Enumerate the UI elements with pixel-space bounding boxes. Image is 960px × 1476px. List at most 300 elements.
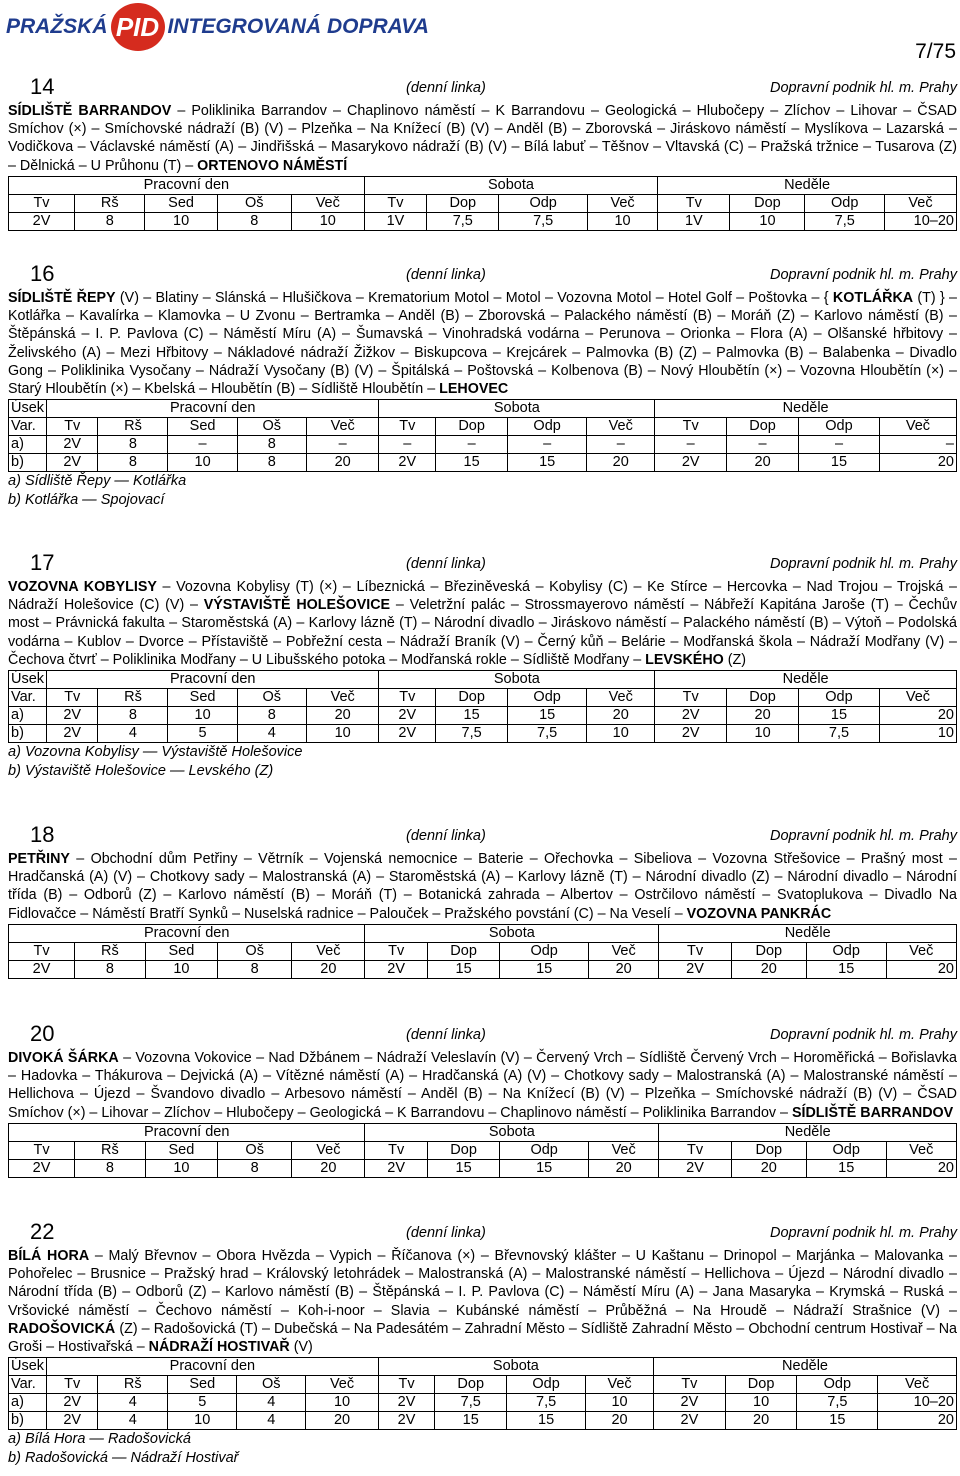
variant-note-separator: — [165,762,189,779]
interval-value: – [306,436,379,454]
column-header: Odp [508,689,587,707]
column-header: Tv [378,1376,435,1394]
interval-value: 10 [730,212,805,230]
interval-value: 7,5 [507,1394,586,1412]
line-operator: Dopravní podnik hl. m. Prahy [770,556,957,572]
group-header-row [9,176,957,194]
line-header [8,822,957,848]
interval-value: 15 [797,1412,878,1430]
interval-value: 2V [9,960,75,978]
variant-note-to: Kotlářka [132,473,187,490]
line-header [8,550,957,576]
group-saturday: Sobota [378,1358,653,1376]
interval-value: 20 [306,707,379,725]
group-workday: Pracovní den [47,400,379,418]
var-label: Var. [9,689,47,707]
line-number: 16 [30,261,55,286]
route-description [8,1247,957,1356]
column-header-row [9,942,957,960]
interval-value: 2V [654,1394,726,1412]
column-header: Tv [658,194,730,212]
interval-value: 15 [799,454,880,472]
column-header: Tv [655,689,727,707]
group-header-row [9,400,957,418]
column-header: Tv [379,689,436,707]
interval-value: 15 [500,960,589,978]
logo-mark: PID [111,3,165,51]
line-number: 17 [30,550,55,575]
column-header: Več [292,1141,365,1159]
route-description [8,850,957,923]
variant-note [8,743,957,762]
timetable-intervals [8,1123,957,1178]
column-header: Dop [727,418,799,436]
route-stops: (Z) [723,651,747,668]
interval-value: 20 [306,1412,378,1430]
group-workday: Pracovní den [47,1358,379,1376]
interval-value: 10 [306,1394,378,1412]
variant-note-from: Radošovická [24,1449,108,1466]
line-type: (denní linka) [406,556,486,572]
variant-label: a) [9,436,47,454]
column-header: Oš [237,1376,306,1394]
interval-value: 15 [806,1159,886,1177]
column-header: Več [306,1376,378,1394]
var-label: Var. [9,1376,47,1394]
interval-value: – [587,436,655,454]
interval-value: 20 [586,1412,654,1430]
column-header: Več [886,942,956,960]
interval-value: 20 [292,1159,365,1177]
group-workday: Pracovní den [9,924,365,942]
variant-note-from: Výstaviště Holešovice [24,762,166,779]
column-header: Odp [805,194,885,212]
line-type: (denní linka) [406,828,486,844]
line-section [8,822,957,979]
interval-value: 20 [731,1159,806,1177]
column-header: Tv [365,942,428,960]
interval-value: 8 [75,960,146,978]
column-header: Rš [98,418,168,436]
column-header: Več [878,1376,957,1394]
route-stops: (Z) – Radošovická (T) – Dubečská – Na Padesátém – Zahradní Město – Sídliště Zahradní Město – Obchodní centrum Hostivař – Na Groši – Hostivařská – [8,1320,957,1356]
logo-text-left: PRAŽSKÁ [6,15,108,38]
column-header: Tv [654,1376,726,1394]
variant-note-label: b) [8,1449,21,1466]
column-header: Oš [217,194,291,212]
terminus-stop: SÍDLIŠTĚ BARRANDOV [8,103,172,119]
route-stops: (V) – Blatiny – Slánská – Hlušičkova – Krematorium Motol – Motol – Vozovna Motol – Hotel Golf – Poštovka – { [115,290,833,306]
variant-note-separator: — [110,473,133,490]
group-sunday: Neděle [654,1358,957,1376]
column-header: Več [587,194,657,212]
interval-value: 15 [436,707,508,725]
interval-value: – [168,436,237,454]
interval-value: 15 [806,960,886,978]
usek-label: Úsek [9,400,47,418]
interval-value: 15 [436,454,508,472]
terminus-stop: SÍDLIŠTĚ ŘEPY [8,290,116,306]
column-header-row [9,1141,957,1159]
timetable-intervals [8,670,957,743]
variant-note-from: Vozovna Kobylisy [24,744,139,761]
variant-note [8,1430,957,1449]
interval-value: 5 [168,725,237,743]
variant-note [8,1449,957,1468]
variant-note-separator: — [85,1431,108,1448]
line-number: 20 [30,1021,55,1046]
interval-value: 15 [799,707,880,725]
column-header: Dop [727,689,799,707]
interval-value: 2V [47,454,98,472]
terminus-stop: VOZOVNA KOBYLISY [8,579,157,595]
terminus-stop: VÝSTAVIŠTĚ HOLEŠOVICE [203,597,391,614]
line-header [8,74,957,100]
column-header: Rš [75,942,146,960]
line-operator: Dopravní podnik hl. m. Prahy [770,1225,957,1241]
interval-value: – [727,436,799,454]
variant-note [8,762,957,781]
line-number: 22 [30,1219,55,1244]
variant-note-separator: — [138,744,162,761]
interval-value: 8 [237,436,306,454]
interval-value: 8 [98,707,168,725]
column-header: Dop [427,1141,499,1159]
interval-value: – [436,436,508,454]
line-type: (denní linka) [406,1027,486,1043]
interval-value: 8 [237,454,306,472]
column-header: Odp [508,418,587,436]
interval-value: 4 [237,1394,306,1412]
interval-value: – [879,436,956,454]
interval-value: 20 [588,960,658,978]
interval-value: 20 [587,454,655,472]
terminus-stop: VOZOVNA PANKRÁC [686,905,832,922]
interval-value: 2V [47,725,98,743]
interval-row [9,436,957,454]
group-saturday: Sobota [379,400,655,418]
column-header: Tv [9,194,75,212]
interval-value: 10 [145,212,217,230]
interval-value: 8 [217,212,291,230]
column-header: Dop [436,418,508,436]
interval-row [9,454,957,472]
variant-note-to: Nádraží Hostivař [130,1449,239,1466]
column-header: Tv [379,418,436,436]
interval-row [9,1394,957,1412]
route-description [8,289,957,398]
interval-value: 15 [500,1159,589,1177]
variant-note [8,491,957,510]
terminus-stop: DIVOKÁ ŠÁRKA [8,1050,119,1066]
interval-row [9,1412,957,1430]
interval-value: 2V [659,960,731,978]
interval-value: 10 [168,1412,237,1430]
usek-label: Úsek [9,1358,47,1376]
route-stops: – Obchodní dům Petřiny – Větrník – Vojenská nemocnice – Baterie – Ořechovka – Sibeliova – Vozovna Střešovice – Prašný most – Hradčanská (A) (V) – Chotkovy sady – Malostranská (A) – Staroměstská (A) – Karlovy lázně (T) – Národní divadlo (Z) – Národní divadlo – Národní třída (B) – Odborů (Z) – Karlovo náměstí (B) – Moráň (T) – Botanická zahrada – Albertov – Ostrčilovo náměstí – Svatoplukova – Divadlo Na Fidlovačce – Náměstí Bratří Synků – Nuselská radnice – Palouček – Pražského povstání (C) – Na Veselí – [8,851,957,922]
interval-value: 10 [587,212,657,230]
route-stops: – Vozovna Kobylisy (T) (×) – Líbeznická – Březiněveská – Kobylisy (C) – Ke Stírce – Hercovka – Nad Trojou – Trojská – Nádraží Holešovice (C) (V) – [8,579,957,614]
column-header: Sed [145,194,217,212]
column-header: Več [587,689,655,707]
terminus-stop: RADOŠOVICKÁ [8,1320,116,1337]
interval-value: 8 [218,1159,292,1177]
interval-value: 10 [879,725,956,743]
interval-value: 4 [98,725,168,743]
column-header: Odp [806,942,886,960]
column-header: Tv [364,194,426,212]
interval-value: 5 [168,1394,237,1412]
column-header-row [9,689,957,707]
variant-note-label: a) [8,473,21,490]
variant-note-to: Radošovická [107,1431,191,1448]
terminus-stop: PETŘINY [8,851,70,867]
line-header [8,261,957,287]
column-header: Sed [168,418,237,436]
interval-value: 20 [879,707,956,725]
interval-value: 20 [588,1159,658,1177]
interval-value: 10 [145,960,217,978]
route-stops: – Veletržní palác – Strossmayerovo náměstí – Nábřeží Kapitána Jaroše (T) – Čechův most – Právnická fakulta – Staroměstská (A) – Karlovy lázně (T) – Národní divadlo – Jiráskovo náměstí – Palackého náměstí (B) – Výtoň – Podolská vodárna – Kublov – Dvorce – Přístaviště – Pobřežní cesta – Nádraží Braník (V) – Černý kůň – Belárie – Modřanská škola – Nádraží Modřany (V) – Čechova čtvrť – Poliklinika Modřany – U Libušského potoka – Modřanská rokle – Sídliště Modřany – [8,597,957,668]
route-stops: – Vozovna Vokovice – Nad Džbánem – Nádraží Veleslavín (V) – Červený Vrch – Sídliště Červený Vrch – Horoměřická – Bořislavka – Hadovka – Thákurova – Dejvická (A) – Vítězné náměstí (A) – Hradčanská (A) (V) – Chotkovy sady – Malostranská (A) – Malostranské náměstí – Hellichova – Újezd – Švandovo divadlo – Arbesovo náměstí – Anděl (B) – Na Knížecí (B) (V) – Plzeňka – Smíchovské nádraží (B) (V) – ČSAD Smíchov (×) – Lihovar – Zlíchov – Hlubočepy – Geologická – K Barrandovu – Chaplinovo náměstí – Poliklinika Barrandov – [8,1050,957,1121]
column-header: Rš [98,1376,168,1394]
column-header: Dop [427,194,499,212]
group-workday: Pracovní den [47,671,379,689]
interval-value: 10 [168,707,237,725]
terminus-stop: LEVSKÉHO [645,651,724,668]
interval-value: 7,5 [499,212,588,230]
terminus-stop: SÍDLIŠTĚ BARRANDOV [791,1104,954,1121]
interval-value: 10 [306,725,379,743]
column-header: Več [879,418,956,436]
interval-value: 20 [731,960,806,978]
column-header: Sed [145,942,217,960]
interval-value: – [508,436,587,454]
column-header: Več [306,689,379,707]
group-sunday: Neděle [655,671,957,689]
group-header-row [9,671,957,689]
line-section [8,550,957,780]
interval-value: 2V [655,707,727,725]
interval-value: 2V [378,1394,435,1412]
line-section [8,1219,957,1467]
variant-note-label: b) [8,762,21,779]
column-header: Tv [47,689,98,707]
group-sunday: Neděle [658,176,957,194]
line-operator: Dopravní podnik hl. m. Prahy [770,828,957,844]
column-header: Tv [655,418,727,436]
interval-value: 20 [886,960,956,978]
column-header: Dop [725,1376,797,1394]
route-stops: (V) [289,1339,313,1356]
route-description [8,1049,957,1122]
interval-value: 2V [47,436,98,454]
interval-row [9,212,957,230]
interval-value: 2V [365,1159,428,1177]
interval-value: 2V [365,960,428,978]
column-header: Dop [731,942,806,960]
group-workday: Pracovní den [9,1123,365,1141]
line-header [8,1219,957,1245]
column-header: Več [587,418,655,436]
interval-value: – [655,436,727,454]
interval-value: 10 [145,1159,217,1177]
interval-row [9,707,957,725]
interval-row [9,1159,957,1177]
interval-value: 4 [237,725,306,743]
column-header: Sed [168,1376,237,1394]
interval-value: 2V [659,1159,731,1177]
column-header: Tv [9,1141,75,1159]
column-header: Dop [427,942,499,960]
interval-value: 4 [98,1412,168,1430]
column-header: Več [588,1141,658,1159]
variant-note-separator: — [107,1449,131,1466]
interval-value: 2V [378,1412,435,1430]
column-header: Odp [799,689,880,707]
group-saturday: Sobota [365,1123,659,1141]
variant-label: b) [9,1412,47,1430]
interval-value: 7,5 [435,1394,507,1412]
interval-value: 4 [98,1394,168,1412]
variant-note [8,472,957,491]
timetable-intervals [8,176,957,231]
interval-value: 2V [47,707,98,725]
column-header-row [9,418,957,436]
route-stops: – Malý Břevnov – Obora Hvězda – Vypich – Říčanova (×) – Břevnovský klášter – U Kaštanu – Drinopol – Marjánka – Malovanka – Pohořelec – Brusnice – Pražský hrad – Královský letohrádek – Malostranská (A) – Malostranské náměstí – Hellichova – Újezd – Národní divadlo – Národní třída (B) – Odborů (Z) – Karlovo náměstí (B) – Štěpánská – I. P. Pavlova (C) – Náměstí Míru (A) – Jana Masaryka – Krymská – Ruská – Vršovické náměstí – Čechovo náměstí – Koh-i-noor – Slavia – Kubánské náměstí – Průběžná – Na Hroudě – Nádraží Strašnice (V) – [8,1248,957,1319]
column-header-row [9,1376,957,1394]
interval-value: 8 [75,212,145,230]
interval-value: 20 [878,1412,957,1430]
line-type: (denní linka) [406,1225,486,1241]
terminus-stop: NÁDRAŽÍ HOSTIVAŘ [148,1339,290,1356]
page-number: 7/75 [915,40,956,63]
variant-note-to: Levského (Z) [188,762,274,779]
column-header: Več [586,1376,654,1394]
timetable-intervals [8,1357,957,1430]
column-header: Sed [168,689,237,707]
interval-row [9,725,957,743]
interval-value: 20 [727,707,799,725]
variant-note-separator: — [78,491,101,508]
interval-value: 7,5 [799,725,880,743]
column-header: Oš [237,418,306,436]
variant-label: a) [9,1394,47,1412]
interval-value: 2V [47,1394,98,1412]
interval-value: 20 [886,1159,956,1177]
group-sunday: Neděle [659,924,957,942]
column-header: Odp [806,1141,886,1159]
interval-value: 7,5 [436,725,508,743]
interval-value: 1V [364,212,426,230]
column-header: Več [291,194,364,212]
column-header: Sed [145,1141,217,1159]
interval-value: 7,5 [797,1394,878,1412]
variant-note-from: Sídliště Řepy [24,473,111,490]
variant-label: b) [9,454,47,472]
interval-value: 20 [727,454,799,472]
column-header: Več [306,418,379,436]
interval-value: 10–20 [884,212,956,230]
column-header: Oš [237,689,306,707]
interval-value: 20 [587,707,655,725]
interval-value: 15 [508,454,587,472]
column-header: Tv [365,1141,428,1159]
column-header: Dop [435,1376,507,1394]
column-header: Tv [9,942,75,960]
column-header: Oš [218,942,292,960]
interval-value: 2V [9,1159,75,1177]
terminus-stop: ORTENOVO NÁMĚSTÍ [197,157,348,174]
line-section [8,261,957,509]
interval-value: 15 [435,1412,507,1430]
column-header: Odp [499,194,588,212]
interval-value: 8 [218,960,292,978]
group-sunday: Neděle [659,1123,957,1141]
group-header-row [9,1123,957,1141]
column-header: Odp [507,1376,586,1394]
interval-value: 1V [658,212,730,230]
route-description [8,578,957,669]
variant-note-to: Výstaviště Holešovice [161,744,303,761]
variant-note-to: Spojovací [100,491,165,508]
column-header: Več [588,942,658,960]
terminus-stop: BÍLÁ HORA [8,1248,90,1264]
interval-value: 15 [427,960,499,978]
interval-row [9,960,957,978]
interval-value: 4 [237,1412,306,1430]
variant-label: a) [9,707,47,725]
line-number: 18 [30,822,55,847]
interval-value: 8 [98,436,168,454]
line-type: (denní linka) [406,267,486,283]
column-header: Tv [47,1376,98,1394]
terminus-stop: KOTLÁŘKA [832,290,914,306]
column-header: Odp [500,1141,589,1159]
group-header-row [9,924,957,942]
variant-note-label: b) [8,491,21,508]
group-saturday: Sobota [364,176,657,194]
interval-value: 2V [379,707,436,725]
column-header: Odp [797,1376,878,1394]
interval-value: 10 [725,1394,797,1412]
column-header: Več [292,942,365,960]
interval-value: 8 [75,1159,146,1177]
interval-value: 8 [98,454,168,472]
column-header: Dop [436,689,508,707]
line-header [8,1021,957,1047]
interval-value: 10 [168,454,237,472]
column-header: Oš [218,1141,292,1159]
group-saturday: Sobota [365,924,659,942]
column-header: Več [884,194,956,212]
interval-value: 20 [292,960,365,978]
column-header: Dop [731,1141,806,1159]
interval-value: – [799,436,880,454]
interval-value: 10 [586,1394,654,1412]
variant-note-from: Kotlářka [24,491,79,508]
interval-value: 10 [291,212,364,230]
variant-note-label: a) [8,744,21,761]
group-header-row [9,1358,957,1376]
interval-value: 15 [508,707,587,725]
column-header: Odp [500,942,589,960]
logo-text-right: INTEGROVANÁ DOPRAVA [167,15,429,38]
interval-value: 10 [727,725,799,743]
interval-value: 7,5 [427,212,499,230]
column-header: Odp [799,418,880,436]
interval-value: 2V [379,454,436,472]
